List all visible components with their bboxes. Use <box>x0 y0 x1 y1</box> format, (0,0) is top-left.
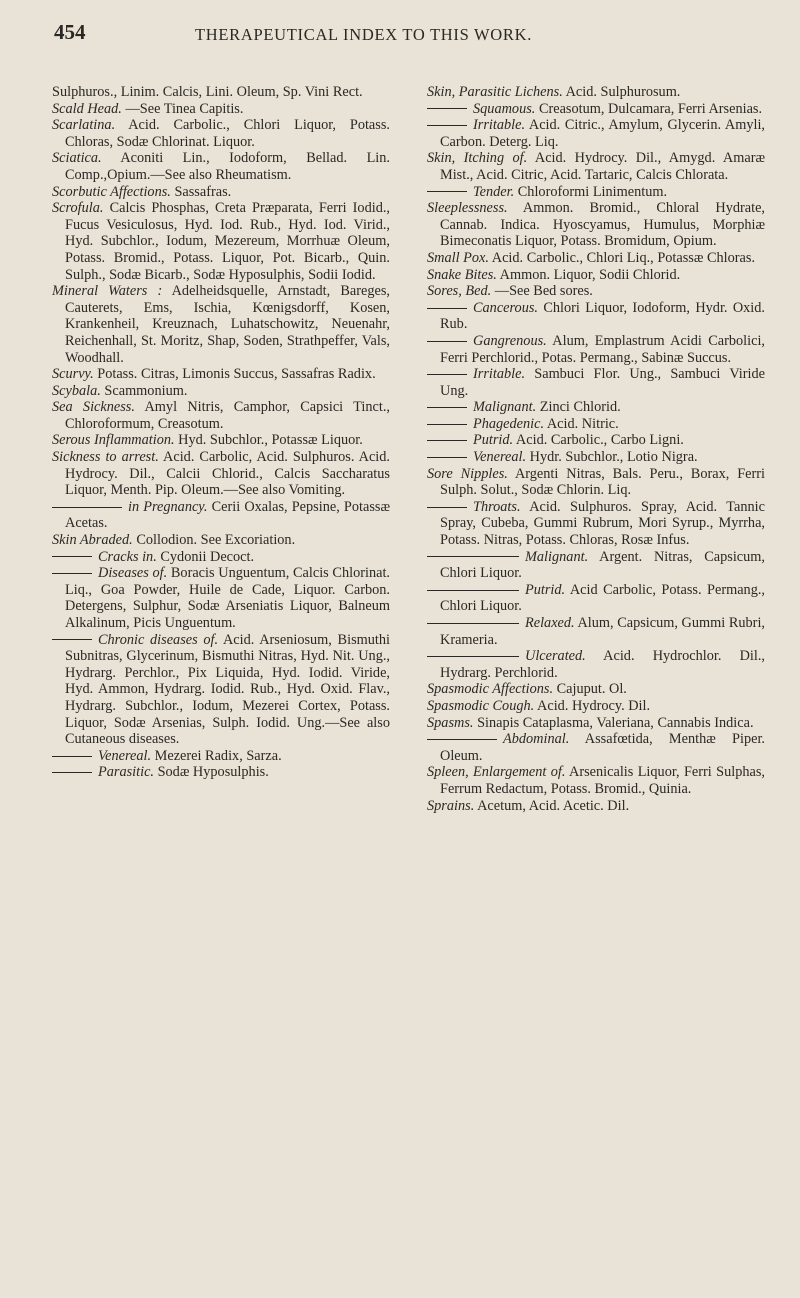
index-entry <box>427 333 765 366</box>
index-entry <box>52 549 390 566</box>
entry-heading: Ulcerated. <box>525 648 586 665</box>
repeat-heading-dash <box>427 300 467 309</box>
entry-remedies: Argenti Nitras, Bals. Peru., Borax, Ferri Sulph. Solut., Sodæ Chlorin. Liq. <box>440 465 765 499</box>
index-entry <box>427 300 765 333</box>
index-entry <box>427 681 765 698</box>
index-entry <box>427 499 765 549</box>
entry-remedies: Acid. Sulphuros. Spray, Acid. Tannic Spray, Cubeba, Gummi Rubrum, Mori Syrup., Myrrha, Potass. Nitras, Potass. Chloras, Rosæ Infus. <box>440 498 765 549</box>
entry-heading: Parasitic. <box>98 764 154 781</box>
entry-heading: Sleeplessness. <box>427 200 508 217</box>
entry-remedies: Alum, Emplastrum Acidi Carbolici, Ferri Perchlorid., Potas. Permang., Sabinæ Succus. <box>440 332 765 366</box>
entry-heading: Scybala. <box>52 382 101 399</box>
entry-remedies: Acid. Hydrochlor. Dil., Hydrarg. Perchlorid. <box>440 648 765 681</box>
entry-heading: Sore Nipples. <box>427 465 508 482</box>
index-entry <box>427 549 765 582</box>
entry-remedies: Arsenicalis Liquor, Ferri Sulphas, Ferrum Redactum, Potass. Bromid., Quinia. <box>440 764 765 797</box>
entry-remedies: Sodæ Hyposulphis. <box>157 764 269 781</box>
repeat-heading-dash <box>427 582 519 591</box>
index-entry <box>52 184 390 201</box>
entry-remedies: Acid. Carbolic, Acid. Sulphuros. Acid. Hydrocy. Dil., Calcii Chlorid., Calcis Saccharatus Liquor, Menth. Pip. Oleum.—See also Vomiting. <box>65 449 390 499</box>
entry-heading: Spleen, Enlargement of. <box>427 764 566 781</box>
index-entry <box>52 764 390 781</box>
index-entry <box>52 499 390 532</box>
entry-remedies: Hydr. Subchlor., Lotio Nigra. <box>529 449 698 466</box>
entry-heading: Sciatica. <box>52 150 102 167</box>
repeat-heading-dash <box>427 399 467 408</box>
entry-heading: Diseases of. <box>98 565 168 582</box>
index-entry <box>52 200 390 283</box>
repeat-heading-dash <box>427 117 467 126</box>
index-entry <box>427 615 765 648</box>
index-entry <box>52 150 390 183</box>
entry-remedies: Calcis Phosphas, Creta Præparata, Ferri Iodid., Fucus Vesiculosus, Hyd. Iod. Rub., Hyd. Iod. Virid., Hyd. Subchlor., Iodum, Mezereum, Morrhuæ Oleum, Potass. Bromid., Potass. Liquor, Pot. Bicarb., Quin. Sulph., Sodæ Bicarb., Sodæ Hyposulphis, Sodii Iodid. <box>65 200 390 283</box>
entry-remedies: Argent. Nitras, Capsicum, Chlori Liquor. <box>440 548 765 582</box>
entry-remedies: Sulphuros., Linim. Calcis, Lini. Oleum, Sp. Vini Rect. <box>52 84 363 100</box>
entry-heading: Venereal. <box>98 747 152 764</box>
entry-heading: Scurvy. <box>52 366 94 383</box>
entry-heading: Scald Head. <box>52 100 122 117</box>
entry-remedies: Acid. Carbolic., Chlori Liq., Potassæ Chloras. <box>491 249 756 266</box>
index-entry <box>52 399 390 432</box>
entry-remedies: Acid. Hydrocy. Dil., Amygd. Amaræ Mist., Acid. Citric, Acid. Tartaric, Calcis Chlorata. <box>440 150 765 183</box>
entry-remedies: Acid. Arseniosum, Bismuthi Subnitras, Glycerinum, Bismuthi Nitras, Hyd. Nit. Ung., Hydrarg. Perchlor., Pix Liquida, Hyd. Iodid. Viride, Hyd. Ammon, Hydrarg. Iodid. Rub., Hyd. Oxid. Flav., Hydrarg. Subchlor., Iodum, Mezerei Cortex, Potass. Liquor, Sodæ Arsenias, Sulph. Iodid. Ung.—See also Cutaneous diseases. <box>65 631 390 748</box>
index-entry <box>427 283 765 300</box>
repeat-heading-dash <box>427 366 467 375</box>
repeat-heading-dash <box>52 499 122 508</box>
entry-remedies: Boracis Unguentum, Calcis Chlorinat. Liq., Goa Powder, Huile de Cade, Liquor. Carbon. Detergens, Sulphur, Sodæ Arseniatis Liquor, Balneum Alkalinum, Picis Unguentum. <box>65 565 390 631</box>
index-entry <box>52 748 390 765</box>
index-entry <box>427 764 765 797</box>
entry-remedies: —See Bed sores. <box>494 283 593 300</box>
entry-remedies: Sambuci Flor. Ung., Sambuci Viride Ung. <box>440 366 766 399</box>
entry-remedies: Adelheidsquelle, Arnstadt, Bareges, Cauterets, Ems, Ischia, Kœnigsdorff, Kosen, Krankenheil, Kreuznach, Luhatschowitz, Neuenahr, Reichenhall, St. Moritz, Shap, Soden, Strathpeffer, Vals, Woodhall. <box>65 283 390 366</box>
entry-heading: Putrid. <box>473 432 514 449</box>
entry-heading: Malignant. <box>525 548 589 565</box>
entry-remedies: Sinapis Cataplasma, Valeriana, Cannabis Indica. <box>477 714 754 731</box>
entry-heading: Relaxed. <box>525 615 575 631</box>
index-entry <box>427 731 765 764</box>
index-entry <box>52 283 390 366</box>
index-entry <box>427 399 765 416</box>
index-column-right <box>427 84 765 814</box>
entry-remedies: Cydonii Decoct. <box>160 548 255 565</box>
entry-heading: Irritable. <box>473 366 526 383</box>
entry-heading: Spasmodic Affections. <box>427 681 554 698</box>
index-entry <box>427 200 765 250</box>
entry-heading: Malignant. <box>473 399 537 416</box>
entry-heading: Skin Abraded. <box>52 532 133 549</box>
index-entry <box>427 582 765 615</box>
entry-remedies: Creasotum, Dulcamara, Ferri Arsenias. <box>538 100 763 117</box>
index-entry <box>427 150 765 183</box>
entry-remedies: Acid. Sulphurosum. <box>565 84 681 100</box>
entry-heading: Squamous. <box>473 100 536 117</box>
entry-remedies: —See Tinea Capitis. <box>125 100 244 117</box>
entry-heading: Irritable. <box>473 117 526 134</box>
entry-heading: Skin, Itching of. <box>427 150 528 167</box>
entry-heading: Spasmodic Cough. <box>427 697 535 714</box>
index-entry <box>52 383 390 400</box>
index-entry <box>52 101 390 118</box>
index-entry <box>427 366 765 399</box>
repeat-heading-dash <box>52 565 92 574</box>
index-entry <box>427 715 765 732</box>
entry-remedies: Acid. Carbolic., Chlori Liquor, Potass. Chloras, Sodæ Chlorinat. Liquor. <box>65 117 390 150</box>
entry-remedies: Scammonium. <box>104 382 188 399</box>
index-entry <box>52 432 390 449</box>
index-entry <box>52 632 390 748</box>
entry-remedies: Chlori Liquor, Iodoform, Hydr. Oxid. Rub. <box>440 299 765 333</box>
entry-remedies: Sassafras. <box>174 183 232 200</box>
entry-remedies: Chloroformi Linimentum. <box>517 183 668 200</box>
entry-heading: Cancerous. <box>473 299 538 316</box>
entry-heading: Cracks in. <box>98 548 157 565</box>
index-entry <box>427 449 765 466</box>
index-entry <box>427 250 765 267</box>
entry-remedies: Acid. Nitric. <box>546 415 619 432</box>
entry-heading: Tender. <box>473 183 515 200</box>
entry-heading: Scorbutic Affections. <box>52 183 171 200</box>
index-entry <box>52 366 390 383</box>
index-entry <box>427 648 765 681</box>
entry-remedies: Alum, Capsicum, Gummi Rubri, Krameria. <box>440 615 765 648</box>
entry-heading: in Pregnancy. <box>128 498 208 515</box>
entry-heading: Gangrenous. <box>473 332 547 349</box>
repeat-heading-dash <box>427 648 519 657</box>
repeat-heading-dash <box>427 416 467 425</box>
index-entry <box>427 84 765 101</box>
index-entry <box>427 184 765 201</box>
entry-heading: Skin, Parasitic Lichens. <box>427 84 563 100</box>
index-entry <box>427 117 765 150</box>
entry-remedies: Acid. Hydrocy. Dil. <box>537 697 651 714</box>
entry-heading: Venereal. <box>473 449 527 466</box>
index-entry <box>52 84 390 101</box>
page-number: 454 <box>54 20 86 44</box>
index-column-left <box>52 84 390 781</box>
repeat-heading-dash <box>427 101 467 110</box>
index-entry <box>52 117 390 150</box>
entry-heading: Phagedenic. <box>473 415 545 432</box>
repeat-heading-dash <box>427 184 467 193</box>
entry-heading: Sprains. <box>427 797 475 814</box>
repeat-heading-dash <box>427 731 497 740</box>
index-entry <box>427 416 765 433</box>
repeat-heading-dash <box>52 632 92 641</box>
entry-heading: Abdominal. <box>503 731 570 748</box>
entry-remedies: Ammon. Liquor, Sodii Chlorid. <box>499 266 681 283</box>
entry-heading: Serous Inflammation. <box>52 432 175 449</box>
entry-heading: Scarlatina. <box>52 117 116 134</box>
index-entry <box>427 267 765 284</box>
entry-heading: Sea Sickness. <box>52 399 135 416</box>
entry-heading: Scrofula. <box>52 200 104 217</box>
entry-remedies: Potass. Citras, Limonis Succus, Sassafras Radix. <box>97 366 376 383</box>
entry-remedies: Acid. Citric., Amylum, Glycerin. Amyli, Carbon. Deterg. Liq. <box>440 117 765 150</box>
repeat-heading-dash <box>427 549 519 558</box>
entry-remedies: Mezerei Radix, Sarza. <box>154 747 282 764</box>
entry-remedies: Ammon. Bromid., Chloral Hydrate, Cannab. Indica. Hyoscyamus, Humulus, Morphiæ Bimeconatis Liquor, Potass. Bromidum, Opium. <box>440 200 765 250</box>
repeat-heading-dash <box>427 333 467 342</box>
repeat-heading-dash <box>427 432 467 441</box>
entry-remedies: Hyd. Subchlor., Potassæ Liquor. <box>178 432 363 449</box>
entry-heading: Mineral Waters : <box>52 283 163 300</box>
entry-heading: Chronic diseases of. <box>98 631 219 648</box>
index-entry <box>52 532 390 549</box>
index-entry <box>52 449 390 499</box>
index-entry <box>427 432 765 449</box>
repeat-heading-dash <box>52 764 92 773</box>
repeat-heading-dash <box>427 499 467 508</box>
index-entry <box>427 798 765 815</box>
entry-heading: Throats. <box>473 498 521 515</box>
index-entry <box>427 101 765 118</box>
entry-remedies: Zinci Chlorid. <box>539 399 621 416</box>
running-head: THERAPEUTICAL INDEX TO THIS WORK. <box>195 25 533 44</box>
entry-remedies: Acetum, Acid. Acetic. Dil. <box>477 797 630 814</box>
entry-heading: Spasms. <box>427 714 474 731</box>
entry-heading: Snake Bites. <box>427 266 497 283</box>
entry-heading: Putrid. <box>525 581 566 598</box>
entry-remedies: Cajuput. Ol. <box>556 681 627 698</box>
entry-remedies: Acid. Carbolic., Carbo Ligni. <box>515 432 684 449</box>
entry-remedies: Cerii Oxalas, Pepsine, Potassæ Acetas. <box>65 498 390 532</box>
entry-remedies: Aconiti Lin., Iodoform, Bellad. Lin. Comp.,Opium.—See also Rheumatism. <box>65 150 390 183</box>
repeat-heading-dash <box>52 549 92 558</box>
index-entry <box>427 466 765 499</box>
index-entry <box>427 698 765 715</box>
repeat-heading-dash <box>427 449 467 458</box>
entry-remedies: Amyl Nitris, Camphor, Capsici Tinct., Chloroformum, Creasotum. <box>65 399 390 432</box>
entry-remedies: Acid Carbolic, Potass. Permang., Chlori Liquor. <box>440 581 766 615</box>
entry-remedies: Assafœtida, Menthæ Piper. Oleum. <box>440 731 765 764</box>
entry-heading: Small Pox. <box>427 249 489 266</box>
entry-heading: Sickness to arrest. <box>52 449 159 466</box>
repeat-heading-dash <box>52 748 92 757</box>
entry-heading: Sores, Bed. <box>427 283 492 300</box>
repeat-heading-dash <box>427 615 519 624</box>
index-entry <box>52 565 390 631</box>
entry-remedies: Collodion. See Excoriation. <box>136 532 296 549</box>
